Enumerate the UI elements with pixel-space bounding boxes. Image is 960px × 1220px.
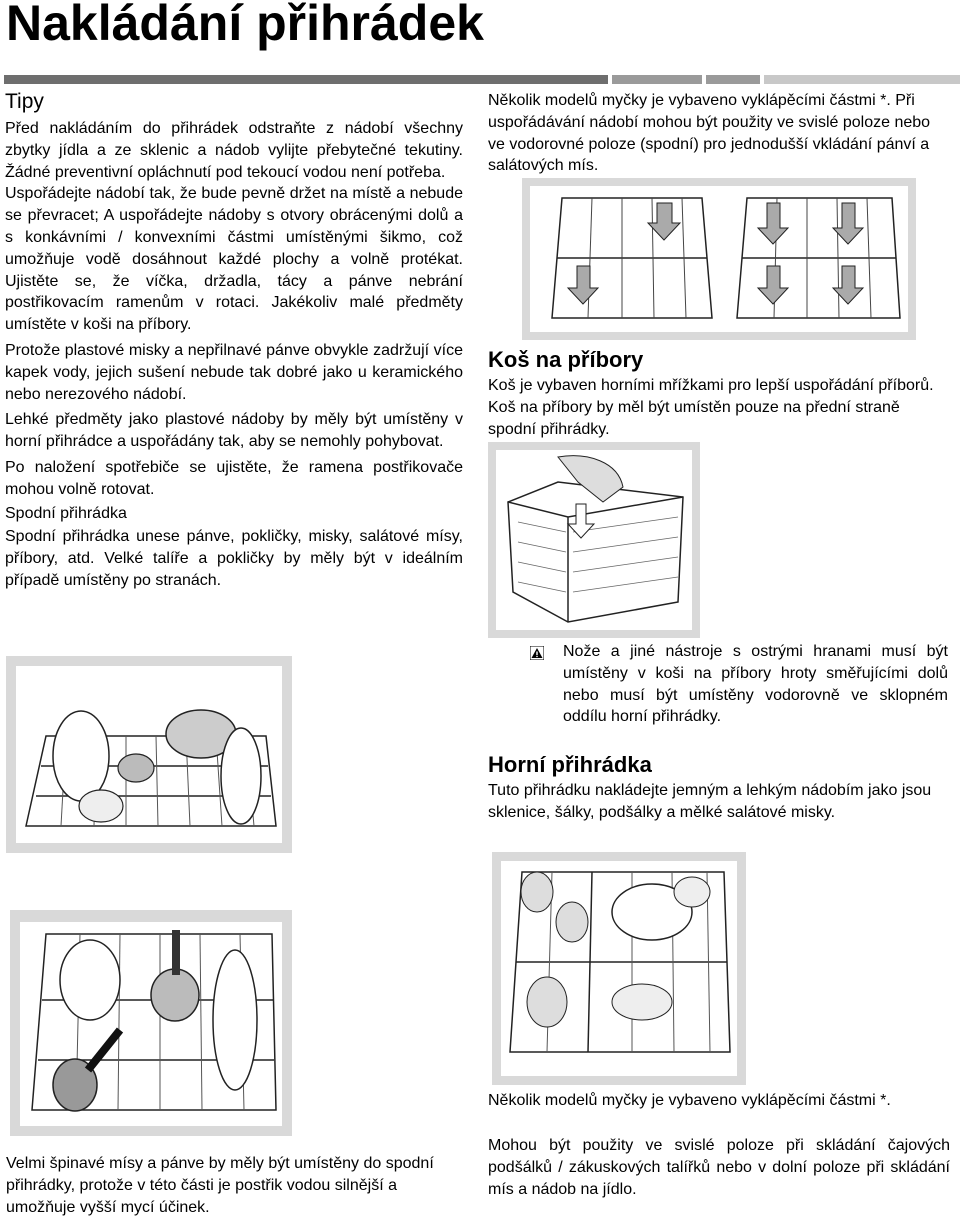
lower-rack-caption: Velmi špinavé mísy a pánve by měly být umístěny do spodní přihrádky, protože v této části je postřik vodou silnější a umožňuje vyšší mycí účinek. (6, 1155, 434, 1216)
cutlery-basket-illustration (488, 442, 700, 638)
upper-rack-text: Tuto přihrádku nakládejte jemným a lehkým nádobím jako jsou sklenice, šálky, podšálky a mělké salátové misky. (488, 782, 932, 821)
header-bar-light (764, 75, 960, 84)
upper-rack-heading: Horní přihrádka (488, 752, 652, 777)
left-column (5, 90, 463, 592)
upper-rack-figure (492, 852, 746, 1085)
upper-rack-illustration (492, 852, 746, 1085)
foldable-racks-figure (522, 178, 916, 340)
page-title: Nakládání přihrádek (6, 0, 484, 51)
lower-rack-paragraph: Spodní přihrádka unese pánve, pokličky, misky, salátové mísy, příbory, atd. Velké talíře a pokličky by měly být v ideálním případě umístěny po stranách. (5, 528, 463, 589)
foldable-parts-text: Několik modelů myčky je vybaveno vyklápěcími částmi *. Při uspořádávání nádobí mohou být použity ve svislé poloze nebo ve vodorovné poloze (spodní) pro jednodušší vkládání pánví a salátových mís. (488, 92, 931, 175)
upper-foldable-text-2: Mohou být použity ve svislé poloze při skládání čajových podšálků / zákuskových talířků nebo v dolní poloze při skládání mís a nádob na jídlo. (488, 1137, 950, 1198)
cutlery-basket-text: Koš je vybaven horními mřížkami pro lepší uspořádání příborů. Koš na příbory by měl být umístěn pouze na přední straně spodní přihrádky. (488, 377, 934, 438)
tips-paragraph-5: Po naložení spotřebiče se ujistěte, že ramena postřikovače mohou volně rotovat. (5, 458, 463, 498)
warning-icon (530, 646, 544, 660)
upper-foldable-text-1: Několik modelů myčky je vybaveno vyklápěcími částmi *. (488, 1092, 891, 1109)
foldable-racks-illustration (522, 178, 916, 340)
lower-rack-illustration (6, 656, 292, 853)
lower-rack-figure-2 (10, 910, 292, 1136)
cutlery-basket-figure (488, 442, 700, 638)
header-bar-mid (612, 75, 702, 84)
lower-rack-label: Spodní přihrádka (5, 504, 127, 522)
tips-heading: Tipy (5, 90, 44, 113)
tips-paragraph-1: Před nakládáním do přihrádek odstraňte z nádobí všechny zbytky jídla a ze sklenic a nádob vylijte přebytečné tekutiny. Žádné preventivní opláchnutí pod tekoucí vodou není potřeba. (5, 120, 463, 181)
header-bar-mid-2 (706, 75, 760, 84)
tips-paragraph-3: Protože plastové misky a nepřilnavé pánve obvykle zadržují více kapek vody, jejich sušení nebude tak dobré jako u keramického nebo nerezového nádobí. (5, 341, 463, 403)
tips-paragraph-2: Uspořádejte nádobí tak, že bude pevně držet na místě a nebude se převracet; A uspořádejte nádoby s otvory obrácenými dolů a s konkávními / konvexními částmi umístěnými šikmo, což umožňuje vodě dosáhnout každé plochy a volně protékat. Ujistěte se, že víčka, držadla, tácy a pánve nebrání postřikovacím ramenům v rotaci. Jakékoliv malé předměty umístěte v koši na příbory. (5, 185, 463, 334)
tips-paragraph-4: Lehké předměty jako plastové nádoby by měly být umístěny v horní přihrádce a uspořádány tak, aby se nemohly pohybovat. (5, 411, 463, 451)
lower-rack-figure (6, 656, 292, 853)
warning-text: Nože a jiné nástroje s ostrými hranami musí být umístěny v koši na příbory hroty směřujícími dolů nebo musí být umístěny vodorovně ve sklopném oddílu horní přihrádky. (563, 643, 948, 726)
cutlery-basket-heading: Koš na příbory (488, 347, 644, 372)
header-bar-dark (4, 75, 608, 84)
lower-rack-illustration-2 (10, 910, 292, 1136)
